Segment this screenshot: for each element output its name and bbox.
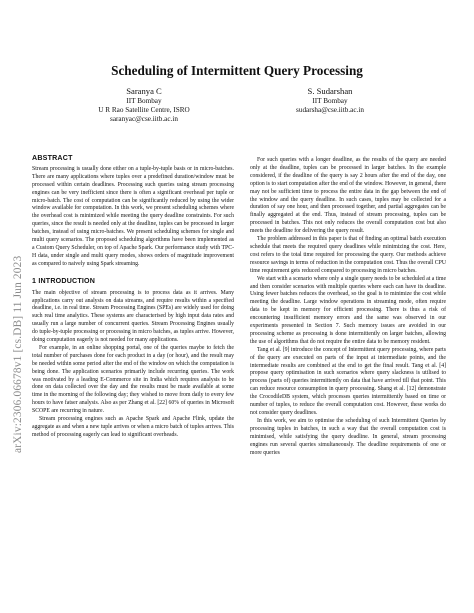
- body-paragraph: In this work, we aim to optimise the scheduling of such Intermittent Queries by processing tuples in batches, in such a way that the overall computation cost is minimised, while satisfying the query deadline. In general, stream processing engines run several queries simultaneously. The deadline requirements of one or more queries: [250, 417, 446, 456]
- body-paragraph: The problem addressed in this paper is that of finding an optimal batch execution schedule that meets the required query deadlines while minimizing the cost. Here, cost refers to the total time required for processing the query. Our methods achieve resource savings in terms of reduction in the computation cost. Thus the overall CPU time requirement gets reduced compared to processing in micro batches.: [250, 236, 446, 274]
- author-name: S. Sudarshan: [307, 86, 353, 96]
- author-affiliation: IIT Bombay: [126, 97, 162, 105]
- left-column: [32, 155, 234, 440]
- body-paragraph: We start with a scenario where only a single query needs to be scheduled at a time and then consider scenarios with multiple queries where each can have its deadline. Using fewer batches reduces the overhead, so the goal is to minimize the cost while meeting the deadline. Large window operations in streaming mode, often require data to be kept in memory for efficient processing. There is thus a risk of encountering insufficient memory errors and the same was observed in our experiments presented in Section 7. Such memory issues are avoided in our processing scheme as processing is done intermittently on larger batches, allowing the use of algorithms that do not require the entire data to be memory resident.: [250, 275, 446, 345]
- body-paragraph: For example, in an online shopping portal, one of the queries maybe to fetch the total number of purchases done for each product in a day (or hour), and the result may be needed within some period after the end of the window on which the computation is being done. The application scenarios primarily include recurring queries. The work was motivated by a leading E-Commerce site in India which requires analysis to be done on data collected over the day and the results must be made available at some time in the morning of the following day; they wished to move from daily to every few hours to have fatser analysis. Also as per Zhang et al. [22] 60% of queries in Microsoft SCOPE are recurring in nature.: [32, 344, 234, 415]
- author-block-1: [69, 86, 219, 125]
- body-paragraph: Tang et al. [9] introduce the concept of Intermittent query processing, where parts of the query are executed on parts of the input at intermediate points, and the intermediate results are combined at the end to get the final result. Tang et al. [4] propose query optimisation in such scenarios where query slackness is utilised to process (parts of) queries intermittently on data that have arrived till that point. This can reduce resource consumption in query processing. Shang et al. [12] demonstrate the CrocodileDB system, which processes queries intermittently based on time or number of tuples, to reduce the overall computation cost. However, these works do not consider query deadlines.: [250, 346, 446, 416]
- introduction-heading: 1 INTRODUCTION: [32, 276, 96, 285]
- author-block-2: [255, 86, 405, 115]
- paper-title: Scheduling of Intermittent Query Processing: [111, 63, 363, 78]
- author-affiliation: IIT Bombay: [312, 97, 348, 105]
- body-paragraph: Stream processing engines such as Apache Spark and Apache Flink, update the aggregate as and when a new tuple arrives or when a micro batch of tuples arrives. This method of processing eagerly can lead to significant overheads.: [32, 416, 234, 438]
- body-paragraph: The main objective of stream processing is to process data as it arrives. Many applications carry out analysis on data streams, and require results within a specified deadline, i.e. in real time. Stream Processing Engines (SPEs) are widely used for doing such real time analytics. These systems are characterised by high input data rates and usually run a large number of concurrent queries. Stream Processing Engines usually do tuple-by-tuple processing or processing in micro batches, as tuples arrive. However, doing computation eagerly is not needed for many applications.: [32, 289, 234, 344]
- author-email: sudarsha@cse.iitb.ac.in: [296, 106, 364, 115]
- arxiv-stamp-strip: [12, 255, 24, 455]
- right-column: [250, 157, 446, 457]
- author-email: saranyac@cse.iitb.ac.in: [110, 115, 178, 124]
- author-affiliation: U R Rao Satellite Centre, ISRO: [98, 106, 190, 115]
- abstract-heading: ABSTRACT: [32, 154, 73, 162]
- arxiv-identifier: arXiv:2306.06678v1 [cs.DB] 11 Jun 2023: [12, 255, 24, 453]
- body-paragraph: For such queries with a longer deadline, as the results of the query are needed only at the deadline, tuples can be processed in larger batches. In the example considered, if the deadline of the query is say 2 hours after the end of the day, one option is to start computation after the end of the window. However, in general, there may not be sufficient time to process the entire data in the gap between the end of the window and the query deadline. In such cases, tuples may be collected for a duration of say one hour, and then processed together, and partial aggregates can be finally aggregated at the end. Thus, instead of stream processing, tuples can be processed in batches. This not only reduces the overall computation cost but also meets the deadline for delivering the query result.: [250, 157, 446, 235]
- abstract-text: Stream processing is usually done either on a tuple-by-tuple basis or in micro-batches. There are many applications where tuples over a predefined duration/window must be processed within certain deadlines. Processing such queries using stream processing engines can be very inefficient since there is often a significant overhead per tuple or micro-batch. The cost of computation can be significantly reduced by using the wider window available for computation. In this work, we present scheduling schemes where the overhead cost is minimized while meeting the query deadline constraints. For such queries, since the result is needed only at the deadline, tuples can be processed in larger batches, instead of using micro-batches. We present scheduling schemes for single and multi query scenarios. The proposed scheduling algorithms have been implemented as a Custom Query Scheduler, on top of Apache Spark. Our performance study with TPC-H data, under single and multi query modes, shows orders of magnitude improvement as compared to naively using Spark streaming.: [32, 165, 234, 267]
- author-name: Saranya C: [126, 86, 162, 96]
